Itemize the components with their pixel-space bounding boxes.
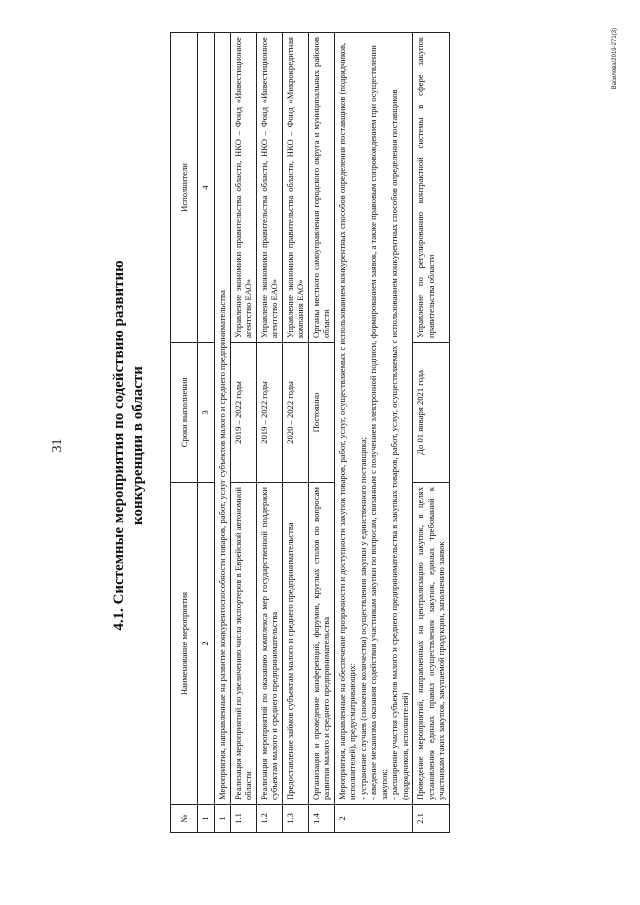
index-cell: 4 <box>198 33 215 343</box>
measures-table <box>170 32 450 833</box>
table-row <box>308 33 334 833</box>
row-name: Реализация мероприятий по увеличению числа экспортеров в Еврейской автономной области <box>230 483 256 805</box>
header-num: № <box>171 805 198 833</box>
header-exec: Исполнители <box>171 33 198 343</box>
row-exec: Управление экономики правительства области, НКО – Фонд «Микрокредитная компания ЕАО» <box>282 33 308 343</box>
index-cell: 3 <box>198 343 215 483</box>
section-line: - введение механизма оказания содействия участникам закупки по вопросам, связанным с получением электронной подписи, формированием заявок, а также правовым сопровождением при осуществлении закупок; <box>368 45 389 800</box>
page-title <box>110 0 148 893</box>
row-name: Предоставление займов субъектам малого и среднего предпринимательства <box>282 483 308 805</box>
row-exec: Управление экономики правительства области, НКО – Фонд «Инвестиционное агентство ЕАО» <box>230 33 256 343</box>
section-line: Мероприятия, направленные на обеспечение прозрачности и доступности закупок товаров, работ, услуг, осуществляемых с использованием конкурентных способов определения поставщиков (подрядчиков, исполнителей), предусматривающих: <box>336 42 357 800</box>
section-text <box>334 33 413 805</box>
title-line-1: 4.1. Системные мероприятия по содействию развитию <box>111 260 127 631</box>
row-term: 2019 – 2022 годы <box>256 343 282 483</box>
row-term: 2020 – 2022 годы <box>282 343 308 483</box>
table-row <box>413 33 450 833</box>
section-text: Мероприятия, направленные на развитие конкурентоспособности товаров, работ, услуг субъектов малого и среднего предпринимательства <box>215 33 231 805</box>
row-num: 1.2 <box>256 805 282 833</box>
row-num: 1.1 <box>230 805 256 833</box>
row-name: Проведение мероприятий, направленных на централизацию закупок, в целях установления единых правил осуществления закупок, единых требований к участникам таких закупок, закупаемой продукции, заполнению заявок <box>413 483 450 805</box>
row-term: 2019 – 2022 годы <box>230 343 256 483</box>
section-row <box>334 33 413 833</box>
section-line: - устранение случаев (снижение количества) осуществления закупки у единственного поставщика; <box>357 436 368 800</box>
index-cell: 2 <box>198 483 215 805</box>
header-term: Сроки выполнения <box>171 343 198 483</box>
table-row <box>230 33 256 833</box>
table-row <box>282 33 308 833</box>
row-name: Реализация мероприятий по оказанию комплекса мер государственной поддержки субъектам малого и среднего предпринимательства <box>256 483 282 805</box>
section-line: - расширение участия субъектов малого и среднего предпринимательства в закупках товаров, работ, услуг, осуществляемых с использованием конкурентных способов определения поставщиков (подрядчиков, исполнителей) <box>389 89 410 800</box>
title-line-2: конкуренции в области <box>130 366 146 525</box>
index-row <box>198 33 215 833</box>
section-num: 2 <box>334 805 413 833</box>
index-cell: 1 <box>198 805 215 833</box>
row-num: 1.4 <box>308 805 334 833</box>
table-row <box>256 33 282 833</box>
rotated-page <box>10 0 634 893</box>
document-stamp: Василова/2019-271(3) <box>612 28 618 90</box>
row-exec: Органы местного самоуправления городского округа и муниципальных районов области <box>308 33 334 343</box>
row-term: До 01 января 2021 года <box>413 343 450 483</box>
row-exec: Управление по регулированию контрактной системы в сфере закупок правительства области <box>413 33 450 343</box>
header-name: Наименование мероприятия <box>171 483 198 805</box>
section-num: 1 <box>215 805 231 833</box>
row-num: 1.3 <box>282 805 308 833</box>
row-exec: Управление экономики правительства области, НКО – Фонд «Инвестиционное агентство ЕАО» <box>256 33 282 343</box>
header-row <box>171 33 198 833</box>
section-row <box>215 33 231 833</box>
page-number: 31 <box>50 438 65 453</box>
row-name: Организация и проведение конференций, форумов, круглых столов по вопросам развития малого и среднего предпринимательства <box>308 483 334 805</box>
row-term: Постоянно <box>308 343 334 483</box>
row-num: 2.1 <box>413 805 450 833</box>
